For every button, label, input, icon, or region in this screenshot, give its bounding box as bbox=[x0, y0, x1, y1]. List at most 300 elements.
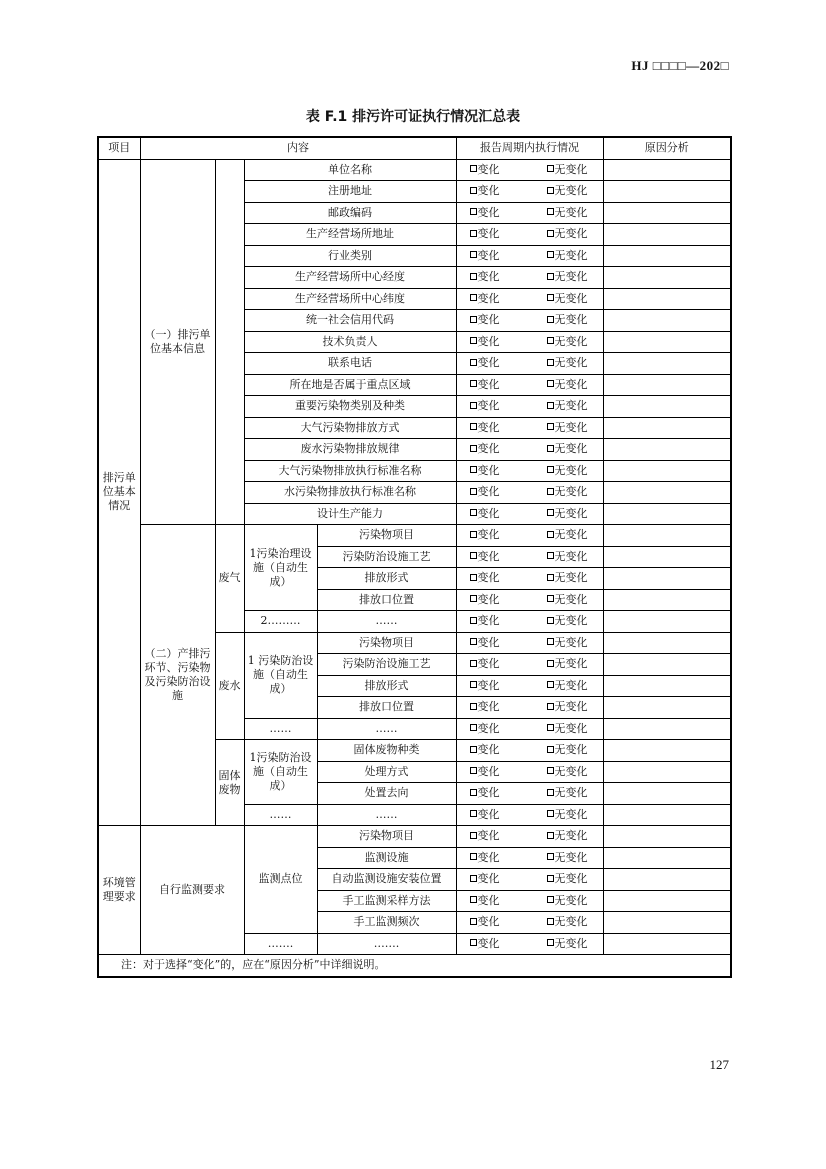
unchanged-option[interactable] bbox=[547, 851, 588, 865]
unchanged-option[interactable] bbox=[547, 528, 588, 542]
status-options-cell bbox=[456, 933, 603, 955]
unchanged-checkbox[interactable] bbox=[547, 595, 554, 602]
unchanged-option[interactable] bbox=[547, 593, 588, 607]
table-row bbox=[98, 137, 731, 159]
unchanged-option[interactable] bbox=[547, 937, 588, 951]
changed-option[interactable] bbox=[470, 464, 500, 478]
status-options-cell bbox=[456, 353, 603, 375]
unchanged-checkbox[interactable] bbox=[547, 230, 554, 237]
changed-checkbox[interactable] bbox=[470, 187, 477, 194]
unchanged-label: 无变化 bbox=[554, 420, 588, 434]
changed-checkbox[interactable] bbox=[470, 402, 477, 409]
item-label: 固体废物种类 bbox=[317, 740, 456, 762]
changed-checkbox[interactable] bbox=[470, 832, 477, 839]
unchanged-option[interactable] bbox=[547, 700, 588, 714]
changed-checkbox[interactable] bbox=[470, 703, 477, 710]
reason-cell[interactable] bbox=[603, 632, 731, 654]
status-options-cell bbox=[456, 761, 603, 783]
unchanged-checkbox[interactable] bbox=[547, 767, 554, 774]
unchanged-label: 无变化 bbox=[554, 807, 588, 821]
unchanged-checkbox[interactable] bbox=[547, 832, 554, 839]
changed-label: 变化 bbox=[477, 893, 500, 907]
unchanged-label: 无变化 bbox=[554, 635, 588, 649]
unchanged-option[interactable] bbox=[547, 894, 588, 908]
solid-more-facility: …… bbox=[244, 804, 317, 826]
unchanged-option[interactable] bbox=[547, 356, 588, 370]
unchanged-label: 无变化 bbox=[554, 356, 588, 370]
reason-cell[interactable] bbox=[603, 224, 731, 246]
unchanged-option[interactable] bbox=[547, 550, 588, 564]
unchanged-label: 无变化 bbox=[554, 614, 588, 628]
unchanged-option[interactable] bbox=[547, 829, 588, 843]
changed-checkbox[interactable] bbox=[470, 488, 477, 495]
item-label: 设计生产能力 bbox=[244, 503, 456, 525]
gas-facility-label: 1污染治理设施（自动生成） bbox=[244, 525, 317, 611]
unchanged-option[interactable] bbox=[547, 679, 588, 693]
changed-option[interactable] bbox=[470, 292, 500, 306]
changed-option[interactable] bbox=[470, 335, 500, 349]
reason-cell[interactable] bbox=[603, 181, 731, 203]
unchanged-label: 无变化 bbox=[554, 657, 588, 671]
status-options-cell bbox=[456, 460, 603, 482]
unchanged-label: 无变化 bbox=[554, 442, 588, 456]
changed-label: 变化 bbox=[477, 915, 500, 929]
item-label: 水污染物排放执行标准名称 bbox=[244, 482, 456, 504]
reason-cell[interactable] bbox=[603, 525, 731, 547]
changed-checkbox[interactable] bbox=[470, 230, 477, 237]
status-options-cell bbox=[456, 675, 603, 697]
unchanged-checkbox[interactable] bbox=[547, 294, 554, 301]
changed-checkbox[interactable] bbox=[470, 552, 477, 559]
changed-label: 变化 bbox=[477, 399, 500, 413]
solid-more-item: …… bbox=[317, 804, 456, 826]
changed-option[interactable] bbox=[470, 894, 500, 908]
water-more-item: …… bbox=[317, 718, 456, 740]
unchanged-option[interactable] bbox=[547, 292, 588, 306]
reason-cell[interactable] bbox=[603, 912, 731, 934]
changed-label: 变化 bbox=[477, 162, 500, 176]
changed-option[interactable] bbox=[470, 421, 500, 435]
unchanged-checkbox[interactable] bbox=[547, 273, 554, 280]
unit-info-label: （一）排污单位基本信息 bbox=[140, 159, 215, 525]
changed-label: 变化 bbox=[477, 678, 500, 692]
changed-label: 变化 bbox=[477, 334, 500, 348]
reason-cell[interactable] bbox=[603, 697, 731, 719]
table-caption: 表 F.1 排污许可证执行情况汇总表 bbox=[305, 109, 521, 125]
unchanged-checkbox[interactable] bbox=[547, 187, 554, 194]
unchanged-option[interactable] bbox=[547, 915, 588, 929]
reason-cell[interactable] bbox=[603, 267, 731, 289]
changed-checkbox[interactable] bbox=[470, 789, 477, 796]
unchanged-checkbox[interactable] bbox=[547, 208, 554, 215]
changed-label: 变化 bbox=[477, 227, 500, 241]
reason-cell[interactable] bbox=[603, 589, 731, 611]
changed-option[interactable] bbox=[470, 485, 500, 499]
item-label: 单位名称 bbox=[244, 159, 456, 181]
table-row bbox=[98, 525, 731, 547]
reason-cell[interactable] bbox=[603, 847, 731, 869]
unchanged-option[interactable] bbox=[547, 399, 588, 413]
unchanged-checkbox[interactable] bbox=[547, 574, 554, 581]
reason-cell[interactable] bbox=[603, 503, 731, 525]
unchanged-label: 无变化 bbox=[554, 184, 588, 198]
item-label: 所在地是否属于重点区域 bbox=[244, 374, 456, 396]
changed-option[interactable] bbox=[470, 270, 500, 284]
section-basic-label: 排污单位基本情况 bbox=[98, 159, 140, 826]
unchanged-label: 无变化 bbox=[554, 485, 588, 499]
changed-checkbox[interactable] bbox=[470, 875, 477, 882]
changed-label: 变化 bbox=[477, 442, 500, 456]
status-options-cell bbox=[456, 159, 603, 181]
unchanged-option[interactable] bbox=[547, 249, 588, 263]
changed-option[interactable] bbox=[470, 378, 500, 392]
reason-cell[interactable] bbox=[603, 482, 731, 504]
changed-checkbox[interactable] bbox=[470, 359, 477, 366]
unchanged-label: 无变化 bbox=[554, 270, 588, 284]
unchanged-checkbox[interactable] bbox=[547, 466, 554, 473]
water-facility-label: 1 污染防治设施（自动生成） bbox=[244, 632, 317, 718]
changed-option[interactable] bbox=[470, 249, 500, 263]
col-header-status: 报告周期内执行情况 bbox=[456, 137, 603, 159]
reason-cell[interactable] bbox=[603, 718, 731, 740]
item-label: 手工监测采样方法 bbox=[317, 890, 456, 912]
status-options-cell bbox=[456, 632, 603, 654]
changed-option[interactable] bbox=[470, 937, 500, 951]
changed-option[interactable] bbox=[470, 851, 500, 865]
item-label: 生产经营场所地址 bbox=[244, 224, 456, 246]
reason-cell[interactable] bbox=[603, 546, 731, 568]
changed-checkbox[interactable] bbox=[470, 595, 477, 602]
status-options-cell bbox=[456, 869, 603, 891]
table-row bbox=[98, 159, 731, 181]
unchanged-label: 无变化 bbox=[554, 227, 588, 241]
reason-cell[interactable] bbox=[603, 654, 731, 676]
changed-checkbox[interactable] bbox=[470, 509, 477, 516]
changed-checkbox[interactable] bbox=[470, 316, 477, 323]
document-code: HJ □□□□—202□ bbox=[631, 58, 729, 73]
reason-cell[interactable] bbox=[603, 310, 731, 332]
unchanged-checkbox[interactable] bbox=[547, 509, 554, 516]
unchanged-checkbox[interactable] bbox=[547, 445, 554, 452]
changed-checkbox[interactable] bbox=[470, 273, 477, 280]
changed-option[interactable] bbox=[470, 872, 500, 886]
changed-checkbox[interactable] bbox=[470, 531, 477, 538]
changed-option[interactable] bbox=[470, 313, 500, 327]
unchanged-checkbox[interactable] bbox=[547, 552, 554, 559]
reason-cell[interactable] bbox=[603, 159, 731, 181]
changed-checkbox[interactable] bbox=[470, 896, 477, 903]
changed-option[interactable] bbox=[470, 636, 500, 650]
changed-checkbox[interactable] bbox=[470, 617, 477, 624]
reason-cell[interactable] bbox=[603, 611, 731, 633]
gas-more-item: …… bbox=[317, 611, 456, 633]
changed-label: 变化 bbox=[477, 549, 500, 563]
unchanged-label: 无变化 bbox=[554, 678, 588, 692]
item-label: 监测设施 bbox=[317, 847, 456, 869]
unchanged-checkbox[interactable] bbox=[547, 251, 554, 258]
item-label: 生产经营场所中心纬度 bbox=[244, 288, 456, 310]
unchanged-option[interactable] bbox=[547, 227, 588, 241]
unchanged-checkbox[interactable] bbox=[547, 789, 554, 796]
changed-checkbox[interactable] bbox=[470, 574, 477, 581]
item-label: 生产经营场所中心经度 bbox=[244, 267, 456, 289]
changed-option[interactable] bbox=[470, 528, 500, 542]
unchanged-checkbox[interactable] bbox=[547, 724, 554, 731]
status-options-cell bbox=[456, 503, 603, 525]
unchanged-option[interactable] bbox=[547, 206, 588, 220]
changed-option[interactable] bbox=[470, 507, 500, 521]
reason-cell[interactable] bbox=[603, 740, 731, 762]
unchanged-checkbox[interactable] bbox=[547, 810, 554, 817]
col-header-reason: 原因分析 bbox=[603, 137, 731, 159]
reason-cell[interactable] bbox=[603, 804, 731, 826]
unchanged-label: 无变化 bbox=[554, 786, 588, 800]
unchanged-option[interactable] bbox=[547, 421, 588, 435]
status-options-cell bbox=[456, 826, 603, 848]
unchanged-label: 无变化 bbox=[554, 936, 588, 950]
item-label: 邮政编码 bbox=[244, 202, 456, 224]
env-section-label: 环境管理要求 bbox=[98, 826, 140, 955]
unchanged-checkbox[interactable] bbox=[547, 380, 554, 387]
status-options-cell bbox=[456, 181, 603, 203]
reason-cell[interactable] bbox=[603, 331, 731, 353]
unchanged-checkbox[interactable] bbox=[547, 337, 554, 344]
reason-cell[interactable] bbox=[603, 826, 731, 848]
changed-option[interactable] bbox=[470, 700, 500, 714]
unchanged-option[interactable] bbox=[547, 614, 588, 628]
changed-checkbox[interactable] bbox=[470, 208, 477, 215]
reason-cell[interactable] bbox=[603, 675, 731, 697]
unchanged-label: 无变化 bbox=[554, 205, 588, 219]
status-options-cell bbox=[456, 482, 603, 504]
status-options-cell bbox=[456, 804, 603, 826]
reason-cell[interactable] bbox=[603, 890, 731, 912]
unchanged-checkbox[interactable] bbox=[547, 423, 554, 430]
changed-label: 变化 bbox=[477, 291, 500, 305]
unchanged-option[interactable] bbox=[547, 335, 588, 349]
unchanged-checkbox[interactable] bbox=[547, 918, 554, 925]
reason-cell[interactable] bbox=[603, 439, 731, 461]
unchanged-checkbox[interactable] bbox=[547, 531, 554, 538]
solid-facility-label: 1污染防治设施（自动生成） bbox=[244, 740, 317, 805]
changed-checkbox[interactable] bbox=[470, 380, 477, 387]
status-options-cell bbox=[456, 439, 603, 461]
item-label: 处置去向 bbox=[317, 783, 456, 805]
changed-checkbox[interactable] bbox=[470, 724, 477, 731]
unchanged-option[interactable] bbox=[547, 571, 588, 585]
changed-checkbox[interactable] bbox=[470, 853, 477, 860]
unchanged-option[interactable] bbox=[547, 313, 588, 327]
reason-cell[interactable] bbox=[603, 396, 731, 418]
reason-cell[interactable] bbox=[603, 783, 731, 805]
changed-option[interactable] bbox=[470, 722, 500, 736]
unchanged-checkbox[interactable] bbox=[547, 746, 554, 753]
reason-cell[interactable] bbox=[603, 761, 731, 783]
changed-checkbox[interactable] bbox=[470, 810, 477, 817]
changed-option[interactable] bbox=[470, 593, 500, 607]
unchanged-option[interactable] bbox=[547, 378, 588, 392]
changed-label: 变化 bbox=[477, 657, 500, 671]
unchanged-option[interactable] bbox=[547, 786, 588, 800]
changed-option[interactable] bbox=[470, 765, 500, 779]
unchanged-checkbox[interactable] bbox=[547, 939, 554, 946]
unchanged-option[interactable] bbox=[547, 507, 588, 521]
unchanged-option[interactable] bbox=[547, 743, 588, 757]
changed-option[interactable] bbox=[470, 829, 500, 843]
unchanged-checkbox[interactable] bbox=[547, 617, 554, 624]
status-options-cell bbox=[456, 202, 603, 224]
unchanged-option[interactable] bbox=[547, 872, 588, 886]
changed-label: 变化 bbox=[477, 356, 500, 370]
item-label: 技术负责人 bbox=[244, 331, 456, 353]
changed-option[interactable] bbox=[470, 399, 500, 413]
unchanged-label: 无变化 bbox=[554, 377, 588, 391]
changed-checkbox[interactable] bbox=[470, 466, 477, 473]
changed-label: 变化 bbox=[477, 248, 500, 262]
changed-option[interactable] bbox=[470, 206, 500, 220]
status-options-cell bbox=[456, 310, 603, 332]
unchanged-checkbox[interactable] bbox=[547, 165, 554, 172]
item-label: 排放形式 bbox=[317, 568, 456, 590]
changed-label: 变化 bbox=[477, 743, 500, 757]
unchanged-label: 无变化 bbox=[554, 463, 588, 477]
unchanged-label: 无变化 bbox=[554, 528, 588, 542]
changed-checkbox[interactable] bbox=[470, 423, 477, 430]
changed-option[interactable] bbox=[470, 915, 500, 929]
changed-option[interactable] bbox=[470, 571, 500, 585]
unchanged-checkbox[interactable] bbox=[547, 875, 554, 882]
changed-option[interactable] bbox=[470, 442, 500, 456]
unchanged-checkbox[interactable] bbox=[547, 316, 554, 323]
changed-checkbox[interactable] bbox=[470, 251, 477, 258]
unchanged-label: 无变化 bbox=[554, 248, 588, 262]
item-label: 大气污染物排放执行标准名称 bbox=[244, 460, 456, 482]
changed-option[interactable] bbox=[470, 227, 500, 241]
status-options-cell bbox=[456, 890, 603, 912]
changed-option[interactable] bbox=[470, 163, 500, 177]
changed-option[interactable] bbox=[470, 184, 500, 198]
unchanged-checkbox[interactable] bbox=[547, 359, 554, 366]
unchanged-option[interactable] bbox=[547, 270, 588, 284]
status-options-cell bbox=[456, 654, 603, 676]
item-label: 污染防治设施工艺 bbox=[317, 654, 456, 676]
reason-cell[interactable] bbox=[603, 202, 731, 224]
changed-checkbox[interactable] bbox=[470, 445, 477, 452]
unchanged-option[interactable] bbox=[547, 636, 588, 650]
status-options-cell bbox=[456, 546, 603, 568]
status-options-cell bbox=[456, 783, 603, 805]
unchanged-checkbox[interactable] bbox=[547, 853, 554, 860]
changed-option[interactable] bbox=[470, 808, 500, 822]
changed-option[interactable] bbox=[470, 550, 500, 564]
reason-cell[interactable] bbox=[603, 288, 731, 310]
gas-more-facility: 2……… bbox=[244, 611, 317, 633]
item-label: 污染物项目 bbox=[317, 525, 456, 547]
changed-checkbox[interactable] bbox=[470, 681, 477, 688]
changed-label: 变化 bbox=[477, 485, 500, 499]
col-header-item: 项目 bbox=[98, 137, 140, 159]
unchanged-label: 无变化 bbox=[554, 291, 588, 305]
changed-label: 变化 bbox=[477, 420, 500, 434]
changed-checkbox[interactable] bbox=[470, 660, 477, 667]
unchanged-checkbox[interactable] bbox=[547, 402, 554, 409]
unchanged-checkbox[interactable] bbox=[547, 660, 554, 667]
changed-checkbox[interactable] bbox=[470, 767, 477, 774]
changed-checkbox[interactable] bbox=[470, 638, 477, 645]
unchanged-checkbox[interactable] bbox=[547, 703, 554, 710]
changed-option[interactable] bbox=[470, 743, 500, 757]
changed-option[interactable] bbox=[470, 657, 500, 671]
status-options-cell bbox=[456, 697, 603, 719]
unchanged-option[interactable] bbox=[547, 722, 588, 736]
env-more-item: ……. bbox=[317, 933, 456, 955]
item-label: 废水污染物排放规律 bbox=[244, 439, 456, 461]
unchanged-label: 无变化 bbox=[554, 893, 588, 907]
item-label: 重要污染物类别及种类 bbox=[244, 396, 456, 418]
changed-label: 变化 bbox=[477, 614, 500, 628]
changed-label: 变化 bbox=[477, 270, 500, 284]
unchanged-option[interactable] bbox=[547, 464, 588, 478]
status-options-cell bbox=[456, 267, 603, 289]
changed-checkbox[interactable] bbox=[470, 165, 477, 172]
page-number: 127 bbox=[709, 1057, 729, 1072]
changed-option[interactable] bbox=[470, 356, 500, 370]
status-options-cell bbox=[456, 847, 603, 869]
changed-checkbox[interactable] bbox=[470, 939, 477, 946]
water-category-label: 废水 bbox=[215, 632, 244, 740]
changed-option[interactable] bbox=[470, 786, 500, 800]
unchanged-option[interactable] bbox=[547, 442, 588, 456]
reason-cell[interactable] bbox=[603, 460, 731, 482]
item-label: 污染物项目 bbox=[317, 826, 456, 848]
status-options-cell bbox=[456, 568, 603, 590]
unchanged-option[interactable] bbox=[547, 765, 588, 779]
unchanged-checkbox[interactable] bbox=[547, 681, 554, 688]
item-label: 排放口位置 bbox=[317, 697, 456, 719]
changed-label: 变化 bbox=[477, 700, 500, 714]
changed-checkbox[interactable] bbox=[470, 746, 477, 753]
changed-label: 变化 bbox=[477, 377, 500, 391]
changed-option[interactable] bbox=[470, 679, 500, 693]
changed-checkbox[interactable] bbox=[470, 918, 477, 925]
status-options-cell bbox=[456, 245, 603, 267]
changed-label: 变化 bbox=[477, 807, 500, 821]
unchanged-option[interactable] bbox=[547, 184, 588, 198]
item-label: 行业类别 bbox=[244, 245, 456, 267]
reason-cell[interactable] bbox=[603, 568, 731, 590]
changed-option[interactable] bbox=[470, 614, 500, 628]
changed-checkbox[interactable] bbox=[470, 294, 477, 301]
reason-cell[interactable] bbox=[603, 353, 731, 375]
reason-cell[interactable] bbox=[603, 417, 731, 439]
unchanged-checkbox[interactable] bbox=[547, 638, 554, 645]
unchanged-option[interactable] bbox=[547, 657, 588, 671]
unchanged-option[interactable] bbox=[547, 485, 588, 499]
unchanged-checkbox[interactable] bbox=[547, 488, 554, 495]
reason-cell[interactable] bbox=[603, 245, 731, 267]
status-options-cell bbox=[456, 912, 603, 934]
changed-checkbox[interactable] bbox=[470, 337, 477, 344]
unchanged-checkbox[interactable] bbox=[547, 896, 554, 903]
unchanged-option[interactable] bbox=[547, 808, 588, 822]
unchanged-option[interactable] bbox=[547, 163, 588, 177]
reason-cell[interactable] bbox=[603, 374, 731, 396]
reason-cell[interactable] bbox=[603, 933, 731, 955]
reason-cell[interactable] bbox=[603, 869, 731, 891]
status-options-cell bbox=[456, 417, 603, 439]
status-options-cell bbox=[456, 611, 603, 633]
changed-label: 变化 bbox=[477, 850, 500, 864]
